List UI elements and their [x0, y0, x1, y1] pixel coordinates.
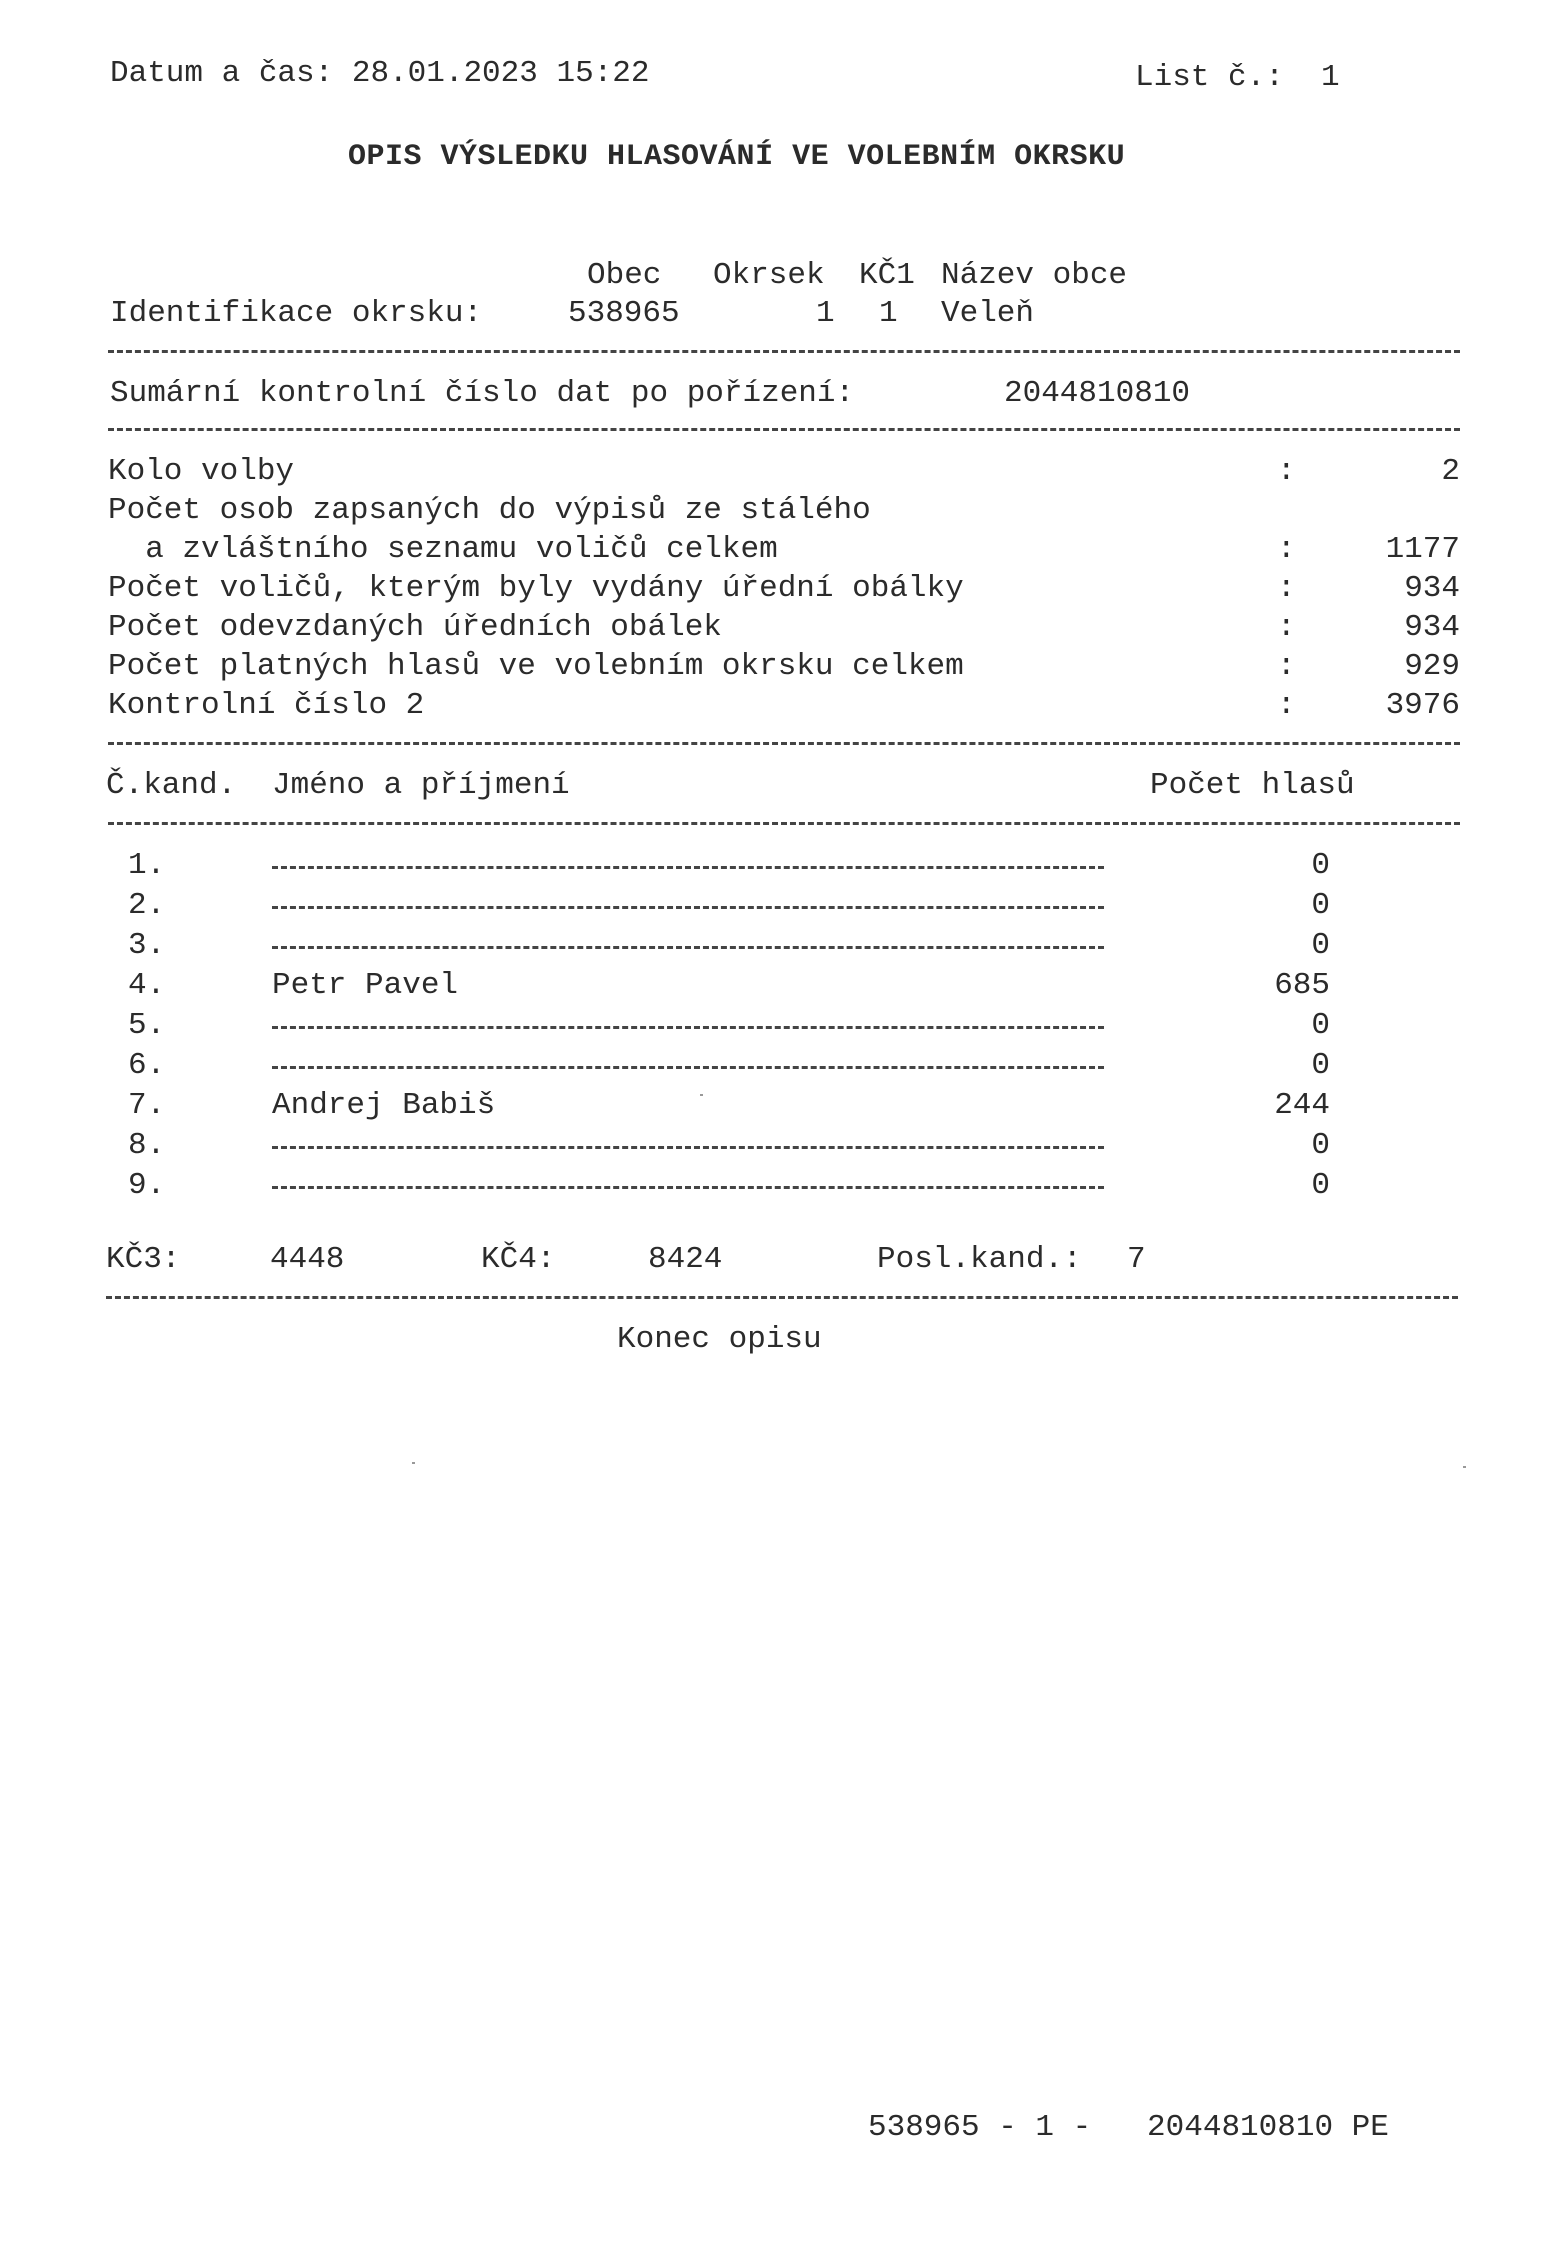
stat-label: a zvláštního seznamu voličů celkem: [108, 532, 778, 567]
identification-kc1: 1: [879, 296, 898, 331]
last-candidate-value: 7: [1127, 1242, 1146, 1277]
kc3-label: KČ3:: [106, 1242, 181, 1277]
stat-label: Kontrolní číslo 2: [108, 688, 425, 723]
col-kc1: KČ1: [859, 258, 915, 293]
scan-speck: [412, 1462, 415, 1464]
stat-value: 934: [1404, 571, 1460, 606]
candidate-name-empty: [272, 866, 1104, 869]
candidate-number: 7.: [128, 1088, 166, 1123]
candidate-number: 8.: [128, 1128, 166, 1163]
col-obec: Obec: [587, 258, 662, 293]
stat-colon: :: [1277, 454, 1296, 489]
candidate-name-empty: [272, 1186, 1104, 1189]
scan-speck: [700, 1094, 703, 1096]
stat-value: 929: [1404, 649, 1460, 684]
candidate-votes: 0: [1311, 1048, 1330, 1083]
identification-label: Identifikace okrsku:: [110, 296, 483, 331]
checksum-value: 2044810810: [1004, 376, 1191, 411]
candidate-number: 3.: [128, 928, 166, 963]
kc4-label: KČ4:: [481, 1242, 556, 1277]
kc3-value: 4448: [270, 1242, 345, 1277]
candidate-votes: 0: [1311, 1008, 1330, 1043]
stat-value: 2: [1441, 454, 1460, 489]
candidate-name-empty: [272, 1146, 1104, 1149]
candidate-name-empty: [272, 1066, 1104, 1069]
candidate-number: 2.: [128, 888, 166, 923]
col-okrsek: Okrsek: [713, 258, 825, 293]
stat-label: Počet platných hlasů ve volebním okrsku celkem: [108, 649, 964, 684]
stat-label: Počet voličů, kterým byly vydány úřední obálky: [108, 571, 964, 606]
col-nazev: Název obce: [941, 258, 1128, 293]
identification-obec: 538965: [568, 296, 680, 331]
divider: [106, 1296, 1458, 1299]
end-text: Konec opisu: [617, 1322, 822, 1357]
candidate-votes: 685: [1274, 968, 1330, 1003]
stat-colon: :: [1277, 649, 1296, 684]
stat-colon: :: [1277, 532, 1296, 567]
candidate-votes: 0: [1311, 928, 1330, 963]
checksum-label: Sumární kontrolní číslo dat po pořízení:: [110, 376, 855, 411]
scan-speck: [1463, 1466, 1466, 1468]
candidate-number: 9.: [128, 1168, 166, 1203]
bottom-identifier: 538965 - 1 - 2044810810 PE: [868, 2110, 1389, 2145]
divider: [108, 742, 1460, 745]
candidate-name-empty: [272, 1026, 1104, 1029]
candidate-votes: 0: [1311, 1168, 1330, 1203]
candidate-name: Petr Pavel: [272, 968, 459, 1003]
candidate-name: Andrej Babiš: [272, 1088, 496, 1123]
stat-colon: :: [1277, 571, 1296, 606]
candidate-name-empty: [272, 946, 1104, 949]
identification-nazev: Veleň: [941, 296, 1035, 331]
candidate-number: 6.: [128, 1048, 166, 1083]
candidate-number: 4.: [128, 968, 166, 1003]
divider: [108, 350, 1460, 353]
candidate-votes: 244: [1274, 1088, 1330, 1123]
last-candidate-label: Posl.kand.:: [877, 1242, 1082, 1277]
candidates-header-number: Č.kand.: [106, 768, 237, 803]
candidate-votes: 0: [1311, 848, 1330, 883]
candidates-header-votes: Počet hlasů: [1150, 768, 1355, 803]
candidates-header-name: Jméno a příjmení: [272, 768, 570, 803]
candidate-votes: 0: [1311, 888, 1330, 923]
divider: [108, 428, 1460, 431]
identification-okrsek: 1: [816, 296, 835, 331]
candidate-votes: 0: [1311, 1128, 1330, 1163]
sheet-number: List č.: 1: [1135, 60, 1340, 95]
candidate-name-empty: [272, 906, 1104, 909]
datetime: Datum a čas: 28.01.2023 15:22: [110, 56, 650, 91]
divider: [108, 822, 1460, 825]
stat-colon: :: [1277, 688, 1296, 723]
stat-value: 1177: [1385, 532, 1460, 567]
stat-value: 3976: [1385, 688, 1460, 723]
stat-label: Počet osob zapsaných do výpisů ze stálého: [108, 493, 871, 528]
stat-label: Kolo volby: [108, 454, 295, 489]
stat-colon: :: [1277, 610, 1296, 645]
stat-label: Počet odevzdaných úředních obálek: [108, 610, 722, 645]
kc4-value: 8424: [648, 1242, 723, 1277]
candidate-number: 5.: [128, 1008, 166, 1043]
stat-value: 934: [1404, 610, 1460, 645]
candidate-number: 1.: [128, 848, 166, 883]
document-title: OPIS VÝSLEDKU HLASOVÁNÍ VE VOLEBNÍM OKRSKU: [348, 140, 1126, 174]
